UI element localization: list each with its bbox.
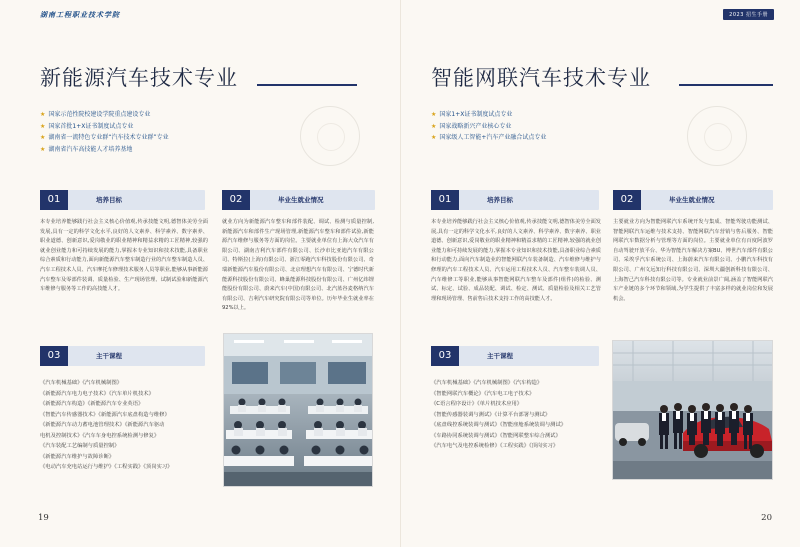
section-label: 培养目标 [96,196,122,204]
section-label: 毕业生就业情况 [278,196,324,204]
section-header-training-goal [40,190,205,210]
classroom-photo-image [224,334,373,487]
section-label: 培养目标 [487,196,513,204]
section-header-core-courses [431,346,599,366]
showroom-photo [612,340,773,480]
star-icon: ★ [431,134,437,141]
course-line: 《汽车装配工艺编制与质量控制》 [40,443,120,449]
course-line: 《车路协同系统装调与测试》《智能网联整车综合测试》 [431,432,561,439]
course-line: 《新能源汽车电力电子技术》《汽车单片机技术》 [40,390,154,397]
course-line: 《汽车电气及电控系统检修》《工程实践》《顶岗实习》 [431,443,559,449]
school-emblem-watermark [300,106,360,166]
major-title-icv: 智能网联汽车技术专业 [431,66,651,90]
right-page [400,0,800,547]
page-number: 19 [38,513,49,523]
core-courses-list [40,378,172,473]
highlight-item: ★ 国家示范性院校建设学院重点建设专业 [40,111,151,118]
section-label: 主干课程 [487,352,513,360]
course-line: 《C语言程序设计》《单片机技术应用》 [431,401,523,407]
course-line: 《智能汽车传感器技术》《新能源汽车底盘构造与维修》 [40,411,170,418]
highlight-item: ★ 国家战略新兴产业核心专业 [431,122,512,130]
title-underline [257,84,357,86]
highlight-item: ★ 湖南省一流特色专业群“汽车技术专业群”专业 [40,134,169,141]
star-icon: ★ [40,111,46,118]
course-line: 《电动汽车充电站运行与维护》《工程实践》《顶岗实习》 [40,464,173,470]
star-icon: ★ [431,111,437,118]
section-number: 01 [431,190,459,210]
year-badge: 2023 招生手册 [723,9,774,20]
section-number: 03 [431,346,459,366]
course-line: 《智能传感器装调与测试》《计算平台部署与测试》 [431,411,551,418]
course-line: 《新能源汽车维护与故障诊断》 [40,453,115,460]
school-emblem-watermark [687,106,747,166]
highlight-item: ★ 湖南省汽车高技能人才培养基地 [40,145,133,153]
title-underline [679,84,773,86]
course-line: 《汽车机械基础》《汽车机械制图》 [40,380,123,386]
course-line: 《智能网联汽车概论》《汽车电工电子技术》 [431,390,535,397]
school-name: 湖南工程职业技术学院 [40,10,120,19]
star-icon: ★ [40,145,46,153]
section-number: 02 [222,190,250,210]
training-goal-text: 本专业培养能够践行社会主义核心价值观,传承技能文明,德智体美劳全面发展,具有一定的科学文化水平,良好的人文素养、科学素养、数字素养、职业道德、创新意识,爱岗敬业的职业精神和精益求精的工匠精神,较强的就业创业能力和可持续发展的能力,掌握本专业知识和技术技能,具备职业综合素质和行动能力,面向汽车制造业的智能网联汽车装备制造、汽车维修与维护与修理的汽车工程技术人员、汽车运用工程技术人员、汽车整车装调人员、汽车维修工等职业,能够从事智能网联汽车整车及部件(组件)的检验、测试、标定、试验、成品装配、调试、检定、测试、质量检验及相关工艺管理和现场管理、售前售后技术支持工作的高技能人才。 [431,219,601,302]
star-icon: ★ [40,134,46,141]
highlight-item: ★ 国家1+X证书制度试点专业 [431,111,513,118]
star-icon: ★ [431,122,437,130]
course-line: 《新能源汽车动力蓄电池管理技术》《新能源汽车驱动 [40,422,165,428]
section-header-employment [613,190,773,210]
classroom-photo [223,333,373,487]
showroom-photo-image [613,341,773,480]
section-header-employment [222,190,375,210]
course-line: 《汽车机械基础》《汽车机械制图》《汽车构造》 [431,380,543,386]
star-icon: ★ [40,122,46,130]
section-number: 02 [613,190,641,210]
course-line: 《新能源汽车构造》《新能源汽车专业英语》 [40,401,144,407]
course-line: 电机及控制技术》《汽车车身电控系统检测与修复》 [40,432,160,439]
section-label: 毕业生就业情况 [669,196,715,204]
highlights-list [431,109,546,144]
major-title-nev: 新能源汽车技术专业 [40,66,238,90]
page-number: 20 [761,513,772,523]
training-goal-text: 本专业培养能够践行社会主义核心价值观,传承技能文明,德智体美劳全面发展,具有一定的科学文化水平,良好的人文素养、科学素养、数字素养、职业道德、创新意识,爱岗敬业的职业精神和精益求精的工匠精神,较强的就业创业能力和可持续发展的能力,掌握本专业知识和技术技能,具备职业综合素质和行动能力,面向新能源汽车整车制造行业的汽车整车制造人员、汽车工程技术人员、汽车摩托车修理技术服务人员等职业,能够从事新能源汽车整车及零部件装调、质量检验、生产现场管理、试制试验和新能源汽车维修与服务等工作的高技能人才。 [40,219,208,293]
section-number: 01 [40,190,68,210]
employment-text: 主要就业方向为智能网联汽车系统开发与集成、智能驾驶功能测试、智能网联汽车运维与技术支持、智能网联汽车营销与售后服务、智能网联汽车数据分析与管理等方面的岗位。主要就业单位有百度阿波罗自动驾驶开放平台、华为智能汽车解决方案BU、博世汽车部件有限公司、采埃孚汽车系统公司、上海蔚来汽车有限公司、小鹏汽车科技有限公司、广州文远知行科技有限公司、深圳大疆创新科技有限公司、上海智己汽车科技有限公司等。专业就业前景广阔,涵盖了智能网联汽车产业链的多个环节和领域,为学生提供了丰富多样的就业岗位和发展机会。 [613,219,773,302]
highlights-list [40,109,169,155]
course-line: 《底盘线控系统装调与测试》《智能座舱系统装调与测试》 [431,422,567,428]
core-courses-list [431,378,566,452]
section-header-training-goal [431,190,599,210]
employment-text: 就业方向为新能源汽车整车和部件装配、调试、检测与质量控制,新能源汽车和部件生产现场管理,新能源汽车整车和部件试验,新能源汽车维修与服务等方面的岗位。主要就业单位有上海大众汽车有限公司、湖南吉利汽车部件有限公司、长沙市比亚迪汽车有限公司、特斯拉(上海)有限公司、浙江零跑汽车科技股份有限公司、奇瑞新能源汽车股份有限公司、北京理想汽车有限公司、宁德时代新能源科技股份有限公司、蜂巢能源科技股份有限公司、广州亿纬锂能股份有限公司、蔚来汽车(中国)有限公司、北汽蓝谷麦格纳汽车有限公司、吉利汽车研究院有限公司等单位。历年毕业生就业率在92%以上。 [222,219,374,312]
section-number: 03 [40,346,68,366]
highlight-item: ★ 国家级人工智能+汽车产业融合试点专业 [431,134,547,141]
section-header-core-courses [40,346,205,366]
highlight-item: ★ 国家首批1+X证书制度试点专业 [40,122,134,130]
section-label: 主干课程 [96,352,122,360]
